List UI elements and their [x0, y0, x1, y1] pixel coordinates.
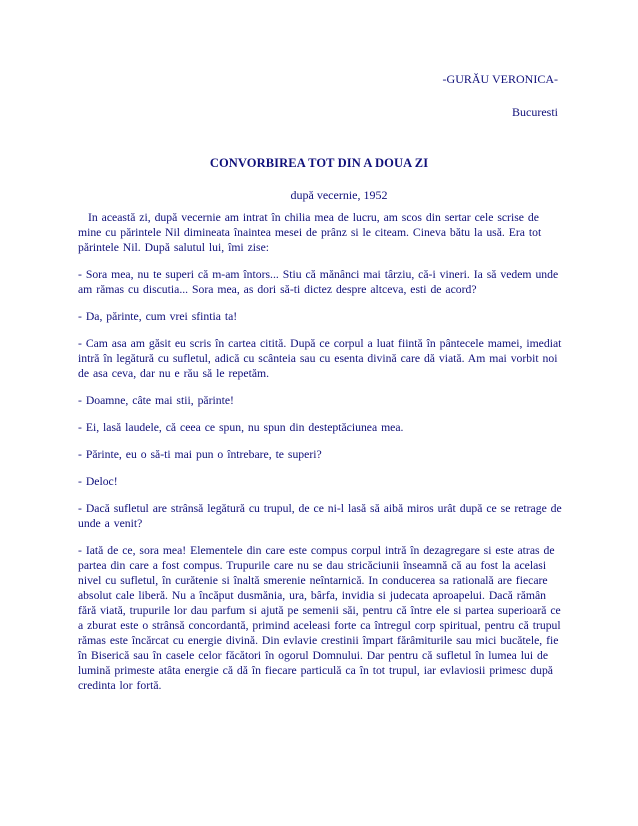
city-name: Bucuresti: [512, 105, 558, 119]
author-name: -GURĂU VERONICA-: [442, 72, 558, 86]
paragraph: - Iată de ce, sora mea! Elementele din care este compus corpul intră în dezagregare si este atras de partea din care a fost compus. Trupurile care nu se dau stricăciunii înseamnă că au fost la acelasi nivel cu sufletul, în curătenie si înaltă smerenie neîntarnică. In conducerea sa ratională are fiecare absolut cale liberă. Nu a încăput dusmănia, ura, bârfa, invidia si judecata aproapelui. Dacă rămân fără viată, trupurile lor dau parfum si ajută pe semenii săi, pentru că între ele si partea superioară ce a zburat este o strânsă concordantă, primind aceleasi forte ca întregul corp spiritual, pentru că trupul rămas este încărcat cu energie divină. Din evlavie crestinii împart fărâmiturile sau mici bucătele, fie în Biserică sau în casele celor făcători în ogorul Domnului. Dar pentru că sufletul în lumea lui de lumină primeste atâta energie că dă în fiecare particulă ca în tot trupul, iar evlaviosii primesc după credinta lor fortă.: [78, 544, 561, 692]
paragraph: - Dacă sufletul are strânsă legătură cu trupul, de ce ni-l lasă să aibă miros urât după ce se retrage de unde a venit?: [78, 502, 562, 530]
document-body: [78, 210, 564, 705]
paragraph: - Părinte, eu o să-ti mai pun o întrebare, te superi?: [78, 448, 322, 461]
document-title: CONVORBIREA TOT DIN A DOUA ZI: [209, 156, 429, 170]
paragraph: - Doamne, câte mai stii, părinte!: [78, 394, 234, 407]
paragraph: In această zi, după vecernie am intrat în chilia mea de lucru, am scos din sertar cele scrise de mine cu părintele Nil dimineata înaintea mesei de prânz si le citeam. Cineva bătu la usă. Era tot părintele Nil. După salutul lui, îmi zise:: [78, 211, 542, 254]
document-subtitle: după vecernie, 1952: [290, 188, 388, 202]
paragraph: - Deloc!: [78, 475, 118, 488]
paragraph: - Da, părinte, cum vrei sfintia ta!: [78, 310, 238, 323]
paragraph: - Cam asa am găsit eu scris în cartea citită. După ce corpul a luat fiintă în pântecele mamei, imediat intră în legătură cu sufletul, adică cu scânteia sau cu esenta divină care dă viată. Am mai vorbit noi de asa ceva, dar nu e rău să le repetăm.: [78, 337, 562, 380]
paragraph: - Sora mea, nu te superi că m-am întors... Stiu că mănânci mai târziu, că-i vineri. Ia să vedem unde am rămas cu discutia... Sora mea, as dori să-ti dictez despre altceva, esti de acord?: [78, 268, 559, 296]
paragraph: - Ei, lasă laudele, că ceea ce spun, nu spun din desteptăciunea mea.: [78, 421, 404, 434]
